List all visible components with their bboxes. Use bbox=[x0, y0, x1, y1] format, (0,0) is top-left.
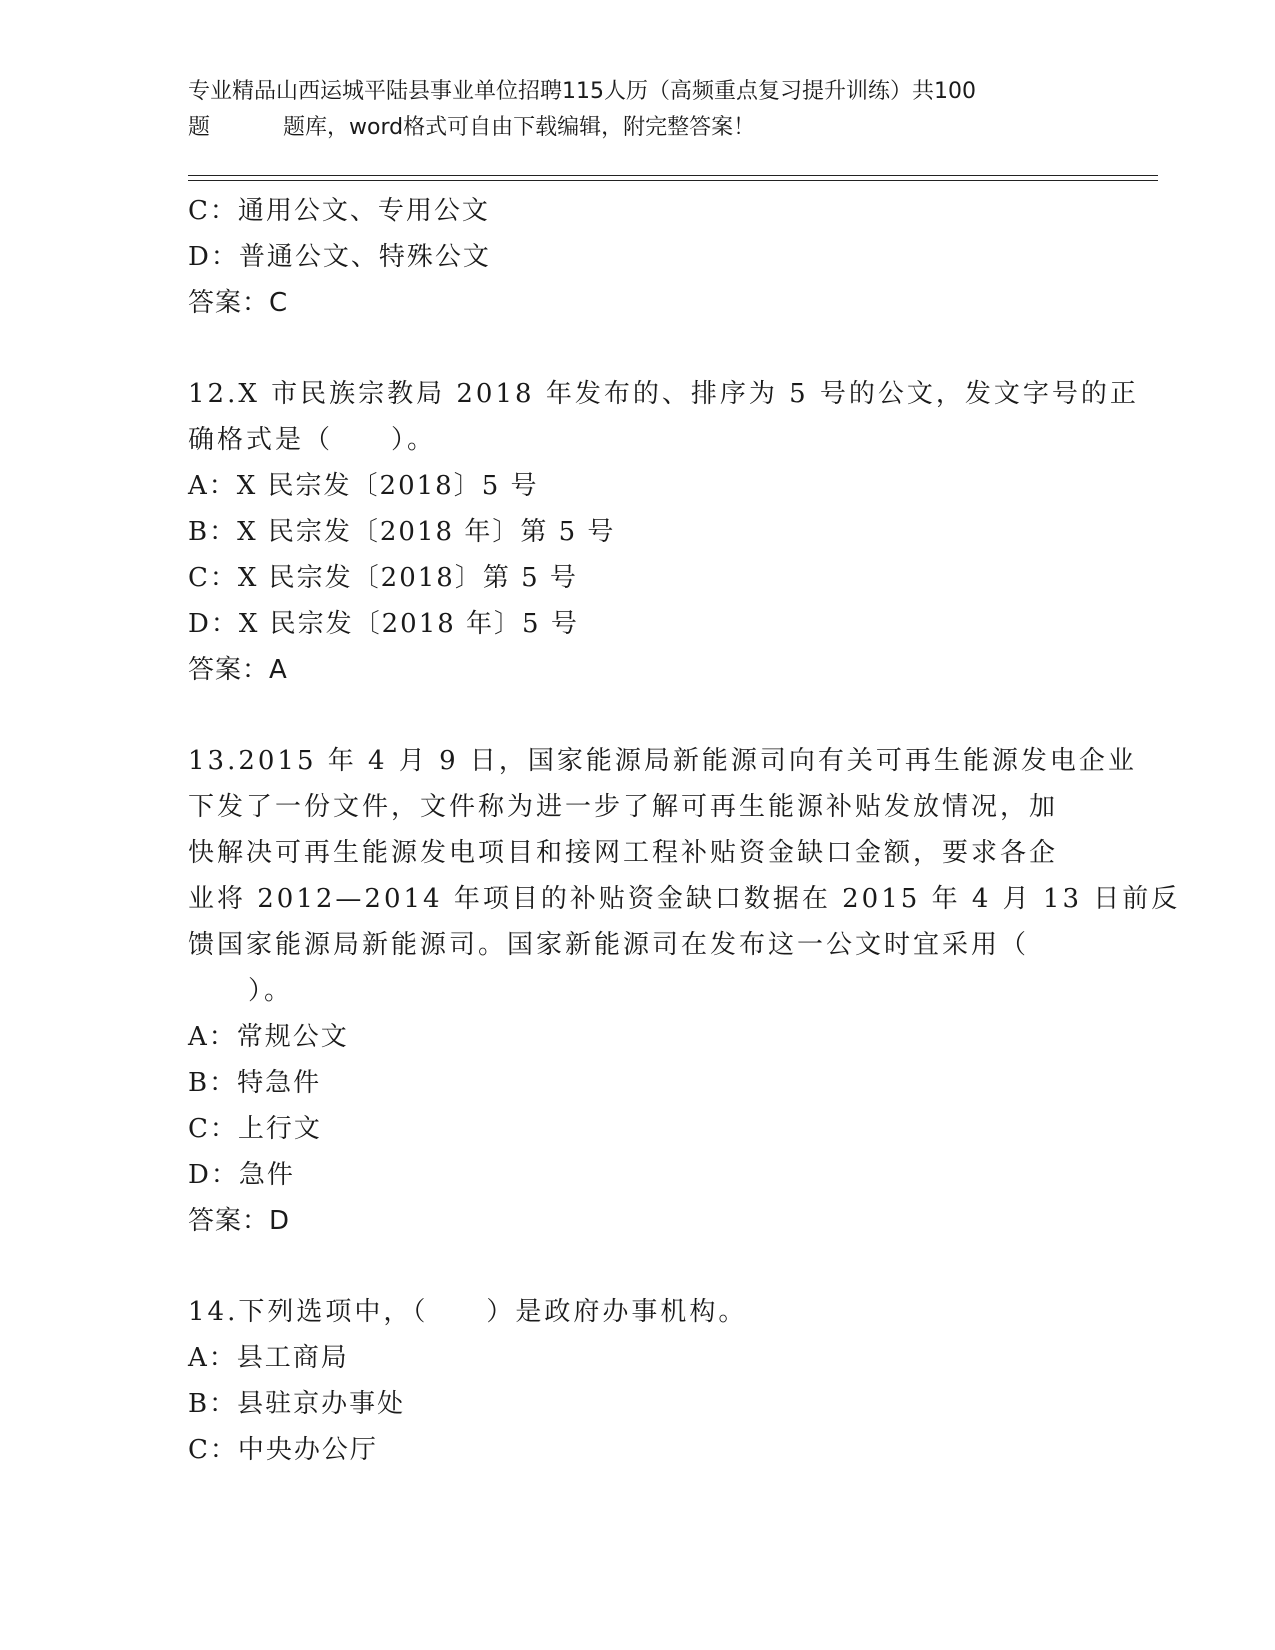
option-d: D：普通公文、特殊公文 bbox=[188, 242, 491, 272]
option-b: B：特急件 bbox=[188, 1068, 322, 1098]
question-text-line: ）。 bbox=[248, 976, 294, 1006]
answer-line: 答案：C bbox=[188, 288, 289, 318]
question-11-tail bbox=[188, 188, 1088, 326]
option-c: C：通用公文、专用公文 bbox=[188, 196, 490, 226]
header-rule-top bbox=[188, 175, 1158, 176]
header-line2-col2: 题库，word格式可自由下载编辑，附完整答案！ bbox=[283, 115, 756, 140]
header-rule-bottom bbox=[188, 180, 1158, 181]
question-text-line: 下发了一份文件，文件称为进一步了解可再生能源补贴发放情况，加 bbox=[188, 792, 1059, 822]
question-text-line: 12.X 市民族宗教局 2018 年发布的、排序为 5 号的公文，发文字号的正 bbox=[188, 379, 1139, 409]
option-a: A：县工商局 bbox=[188, 1343, 349, 1373]
question-text-line: 馈国家能源局新能源司。国家新能源司在发布这一公文时宜采用（ bbox=[188, 930, 1030, 960]
option-a: A：常规公文 bbox=[188, 1022, 349, 1052]
option-c: C：X 民宗发〔2018〕第 5 号 bbox=[188, 563, 578, 593]
option-b: B：县驻京办事处 bbox=[188, 1389, 406, 1419]
question-12 bbox=[188, 371, 1139, 693]
option-b: B：X 民宗发〔2018 年〕第 5 号 bbox=[188, 517, 616, 547]
question-13 bbox=[188, 738, 1181, 1244]
question-14 bbox=[188, 1289, 1088, 1473]
question-text-line: 14.下列选项中，（ ）是政府办事机构。 bbox=[188, 1297, 748, 1327]
question-text-line: 13.2015 年 4 月 9 日，国家能源局新能源司向有关可再生能源发电企业 bbox=[188, 746, 1137, 776]
option-d: D：X 民宗发〔2018 年〕5 号 bbox=[188, 609, 579, 639]
option-c: C：中央办公厅 bbox=[188, 1435, 378, 1465]
option-d: D：急件 bbox=[188, 1160, 295, 1190]
document-header bbox=[188, 74, 1088, 146]
header-title-line1: 专业精品山西运城平陆县事业单位招聘115人历（高频重点复习提升训练）共100 bbox=[188, 79, 976, 104]
question-text-line: 快解决可再生能源发电项目和接网工程补贴资金缺口金额，要求各企 bbox=[188, 838, 1059, 868]
header-title-line2 bbox=[188, 110, 1088, 146]
document-body bbox=[188, 188, 1181, 1473]
option-c: C：上行文 bbox=[188, 1114, 322, 1144]
header-line2-col1: 题 bbox=[188, 115, 211, 140]
option-a: A：X 民宗发〔2018〕5 号 bbox=[188, 471, 539, 501]
answer-line: 答案：D bbox=[188, 1206, 291, 1236]
question-text-line: 业将 2012—2014 年项目的补贴资金缺口数据在 2015 年 4 月 13 日前反 bbox=[188, 884, 1181, 914]
answer-line: 答案：A bbox=[188, 655, 288, 685]
question-text-line: 确格式是（ ）。 bbox=[188, 425, 437, 455]
